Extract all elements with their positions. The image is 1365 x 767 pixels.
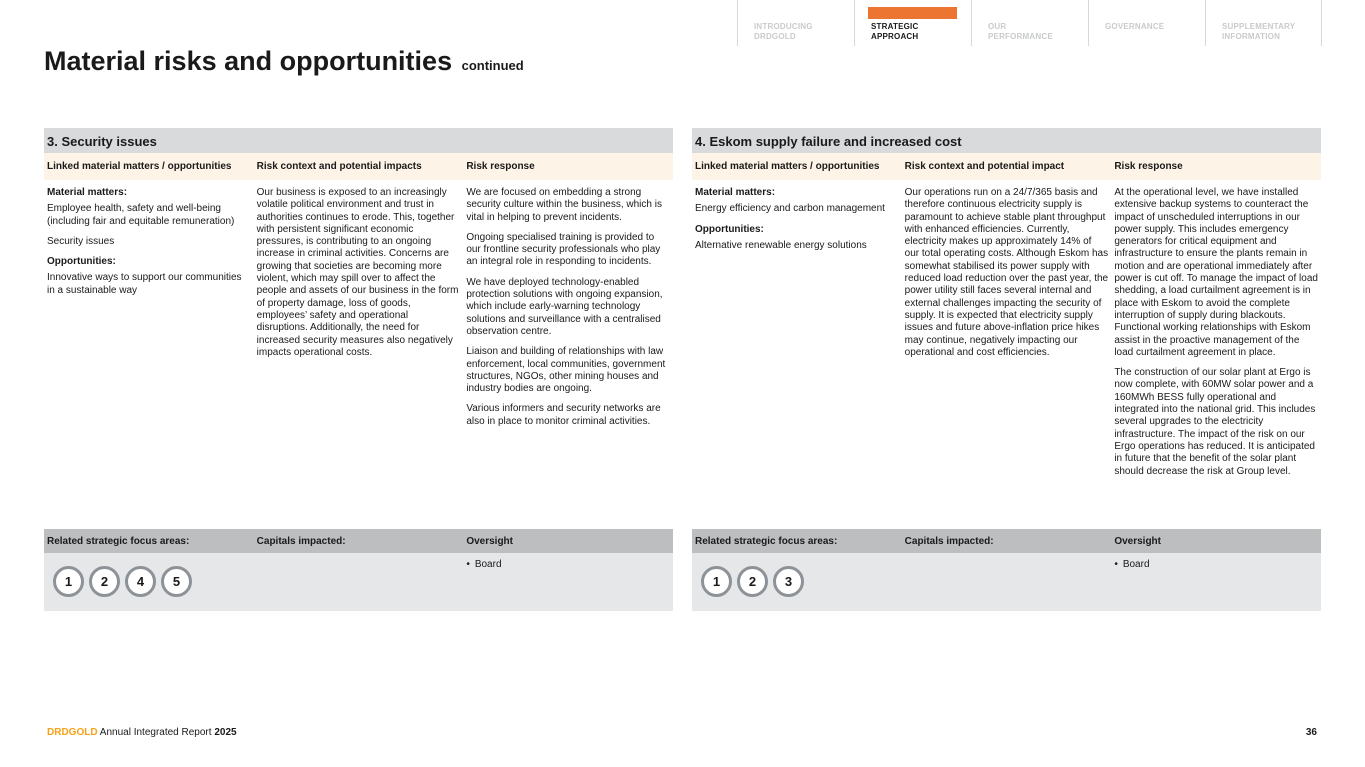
oversight-item: [1111, 553, 1321, 570]
column-header: Linked material matters / opportunities: [695, 160, 880, 172]
nav-tab-label: STRATEGIC APPROACH: [871, 22, 919, 41]
column-headers: [44, 153, 673, 180]
nav-tab-label: OUR PERFORMANCE: [988, 22, 1053, 41]
oversight-item: [463, 553, 673, 570]
risk-context-paragraph: Our business is exposed to an increasingly volatile political environment and trust in authorities continues to erode. This, together with persistent significant economic pressures, is contributing to an ongoing increase in criminal activities. Concerns are growing that societies are becoming more violent, which may spill over to affect the people and assets of our business in the form of property damage, loss of goods, employees’ safety and operational disruptions. Additionally, the need for increased security measures also negatively impacts operational costs.: [256, 187, 459, 358]
material-matter-item: Employee health, safety and well-being (including fair and equitable remuneration): [47, 203, 235, 227]
panel-heading: 3. Security issues: [44, 128, 673, 153]
panel-footer-headers: [692, 529, 1321, 553]
focus-area-badges: [692, 553, 902, 597]
opportunities-label: Opportunities:: [47, 256, 116, 268]
capitals-cell: [254, 553, 464, 611]
column-header: Risk context and potential impacts: [256, 160, 422, 172]
focus-area-badge: 1: [701, 566, 732, 597]
focus-area-badge: 4: [125, 566, 156, 597]
risk-panel-eskom: [692, 128, 1321, 611]
material-matter-item: Security issues: [47, 235, 115, 247]
opportunity-item: Alternative renewable energy solutions: [695, 239, 867, 251]
risk-context-paragraph: Our operations run on a 24/7/365 basis and therefore continuous electricity supply is paramount to achieve stable plant throughput with enhanced efficiencies. Currently, electricity makes up approximately 14% of our total operating costs. Although Eskom has somewhat stabilised its power supply with reduced load reduction over the past year, the power utility still faces several internal and external challenges impacting the security of supply. It is expected that electricity supply issues and future above-inflation price hikes may continue, negatively impacting our operational and cost efficiencies.: [904, 187, 1109, 358]
risk-response-paragraph: Ongoing specialised training is provided to our frontline security professionals who play an integral role in responding to incidents.: [466, 231, 661, 268]
column-header: Risk response: [1114, 160, 1183, 172]
panel-footer-headers: [44, 529, 673, 553]
focus-areas-cell: [692, 553, 902, 611]
panel-body: [692, 180, 1321, 529]
column-headers: [692, 153, 1321, 180]
opportunity-item: Innovative ways to support our communities in a sustainable way: [47, 272, 242, 296]
oversight-text: Board: [1122, 559, 1150, 570]
column-header: Risk context and potential impact: [904, 160, 1065, 172]
footer-header: Related strategic focus areas:: [695, 536, 838, 547]
risk-response-column: [1111, 187, 1321, 529]
risk-response-paragraph: Various informers and security networks are also in place to monitor criminal activities.: [466, 403, 661, 427]
panel-footer-body: [44, 553, 673, 611]
focus-area-badge: 5: [161, 566, 192, 597]
bullet-icon: •: [466, 559, 470, 570]
footer-header: Capitals impacted:: [256, 536, 346, 547]
footer-header: Oversight: [466, 536, 513, 547]
linked-matters-column: [44, 187, 254, 529]
focus-area-badge: 1: [53, 566, 84, 597]
panel-body: [44, 180, 673, 529]
page-number: 36: [1305, 727, 1317, 738]
oversight-cell: [463, 553, 673, 611]
focus-area-badge: 2: [89, 566, 120, 597]
report-name: Annual Integrated Report: [99, 727, 212, 738]
risk-context-column: [902, 187, 1112, 529]
oversight-text: Board: [474, 559, 502, 570]
risk-panel-security: [44, 128, 673, 611]
nav-tab-label: INTRODUCING DRDGOLD: [754, 22, 813, 41]
column-header: Linked material matters / opportunities: [47, 160, 232, 172]
material-matter-item: Energy efficiency and carbon management: [695, 203, 885, 215]
risk-response-paragraph: Liaison and building of relationships with law enforcement, local communities, government structures, NGOs, other mining houses and industry bodies are ongoing.: [466, 346, 666, 395]
capitals-cell: [902, 553, 1112, 611]
nav-tab-strategic-approach[interactable]: [854, 0, 971, 46]
report-year: 2025: [214, 727, 237, 738]
focus-area-badge: 2: [737, 566, 768, 597]
page-title-suffix: continued: [461, 58, 524, 73]
oversight-cell: [1111, 553, 1321, 611]
risk-response-paragraph: We are focused on embedding a strong security culture within the business, which is vital in helping to prevent incidents.: [466, 187, 662, 223]
focus-areas-cell: [44, 553, 254, 611]
footer-header: Related strategic focus areas:: [47, 536, 190, 547]
material-matters-label: Material matters:: [695, 187, 776, 198]
linked-matters-column: [692, 187, 902, 529]
risk-response-paragraph: We have deployed technology-enabled protection solutions with ongoing expansion, which include early-warning technology solutions and surveillance with a centralised observation centre.: [466, 276, 663, 337]
opportunities-label: Opportunities:: [695, 223, 764, 235]
page-title: [44, 46, 524, 77]
risk-response-paragraph: At the operational level, we have installed extensive backup systems to counteract the impact of unscheduled interruptions in our power supply. This includes emergency generators for critical equipment and infrastructure to ensure the plants remain in motion and are operational immediately after power is cut off. To manage the impact of load shedding, a load curtailment agreement is in place with Eskom to avoid the complete interruption of supply during blackouts. Functional working relationships with Eskom assist in the proactive management of the load curtailment agreement in place.: [1114, 187, 1318, 358]
nav-tab-label: GOVERNANCE: [1105, 22, 1165, 31]
nav-tab-supplementary[interactable]: [1205, 0, 1322, 46]
risk-context-column: [254, 187, 464, 529]
risk-response-paragraph: The construction of our solar plant at Ergo is now complete, with 60MW solar power and a 160MWh BESS fully operational and integrated into the national grid. This includes several upgrades to the electricity infrastructure. The impact of the risk on our Ergo operations has reduced. It is anticipated in future that the benefit of the solar plant should decrease the risk at Group level.: [1114, 367, 1316, 477]
bullet-icon: •: [1114, 559, 1118, 570]
column-header: Risk response: [466, 160, 535, 172]
panel-footer-body: [692, 553, 1321, 611]
nav-tab-our-performance[interactable]: [971, 0, 1088, 46]
page-title-text: Material risks and opportunities: [44, 46, 453, 76]
nav-tab-governance[interactable]: [1088, 0, 1205, 46]
footer-header: Capitals impacted:: [904, 536, 994, 547]
section-nav: [737, 0, 1322, 46]
nav-tab-introducing[interactable]: [737, 0, 854, 46]
focus-area-badge: 3: [773, 566, 804, 597]
material-matters-label: Material matters:: [47, 187, 128, 198]
report-footer: [47, 727, 237, 738]
brand-name: DRDGOLD: [47, 727, 98, 738]
panel-heading: 4. Eskom supply failure and increased cost: [692, 128, 1321, 153]
focus-area-badges: [44, 553, 254, 597]
footer-header: Oversight: [1114, 536, 1161, 547]
risk-response-column: [463, 187, 673, 529]
nav-tab-label: SUPPLEMENTARY INFORMATION: [1222, 22, 1296, 41]
